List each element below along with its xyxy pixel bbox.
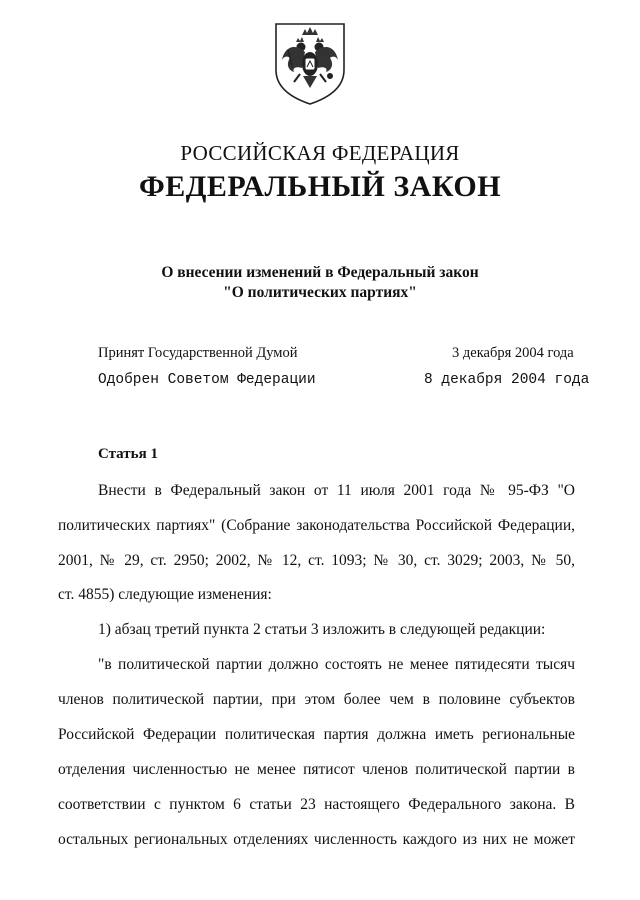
council-approval-date: 8 декабря 2004 года xyxy=(424,372,590,388)
article-text-line: членов политической партии, при этом более чем в половине субъектов xyxy=(58,691,575,708)
article-text-line: "в политической партии должно состоять не менее пятидесяти тысяч xyxy=(98,656,575,673)
article-text-line: остальных региональных отделениях численность каждого из них не может xyxy=(58,831,575,848)
document-type: ФЕДЕРАЛЬНЫЙ ЗАКОН xyxy=(138,170,502,203)
article-text-line: Российской Федерации политическая партия должна иметь региональные xyxy=(58,726,575,743)
article-heading: Статья 1 xyxy=(98,446,158,462)
article-text-line: соответствии с пунктом 6 статьи 23 настоящего Федерального закона. В xyxy=(58,796,575,813)
council-approval-label: Одобрен Советом Федерации xyxy=(98,372,316,388)
article-text-line: 2001, № 29, ст. 2950; 2002, № 12, ст. 1093; № 30, ст. 3029; 2003, № 50, xyxy=(58,552,575,569)
duma-adoption-date: 3 декабря 2004 года xyxy=(452,345,574,361)
coat-of-arms-of-russia-icon xyxy=(272,20,348,106)
article-text-line: Внести в Федеральный закон от 11 июля 2001 года № 95-ФЗ "О xyxy=(98,482,575,499)
article-text-line: отделения численностью не менее пятисот членов политической партии в xyxy=(58,761,575,778)
law-title-line-2: "О политических партиях" xyxy=(223,284,417,301)
article-text-line: 1) абзац третий пункта 2 статьи 3 изложить в следующей редакции: xyxy=(98,621,546,638)
duma-adoption-label: Принят Государственной Думой xyxy=(98,345,298,361)
law-title-line-1: О внесении изменений в Федеральный закон xyxy=(161,264,479,281)
article-text-line: ст. 4855) следующие изменения: xyxy=(58,586,272,603)
article-text-line: политических партиях" (Собрание законодательства Российской Федерации, xyxy=(58,517,575,534)
country-name: РОССИЙСКАЯ ФЕДЕРАЦИЯ xyxy=(180,141,460,165)
